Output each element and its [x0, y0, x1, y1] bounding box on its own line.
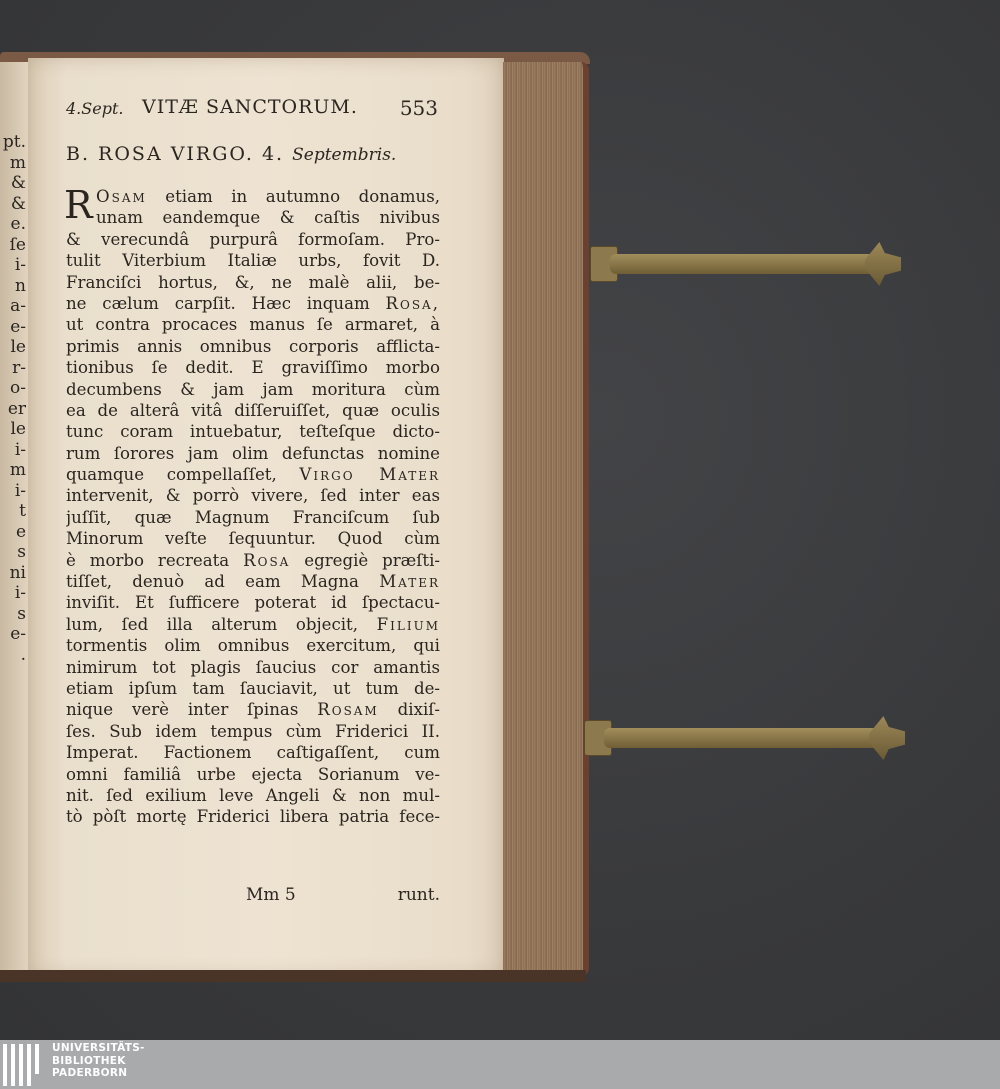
left-page-fragment: le	[10, 337, 26, 357]
left-page-fragment	[0, 706, 26, 727]
text-line	[66, 357, 440, 378]
page-number: 553	[399, 96, 438, 120]
text-segment: tò pòſt mortę Friderici libera patria fece-	[66, 807, 440, 827]
left-page-fragment: t	[19, 501, 26, 521]
text-line	[66, 336, 440, 357]
chapter-title	[66, 143, 442, 165]
lower-clasp-icon	[584, 714, 914, 754]
left-page-fragment	[0, 686, 26, 707]
text-segment: Imperat. Factionem caſtigaſſent, cum	[66, 743, 440, 763]
text-segment: tormentis olim omnibus exercitum, qui	[66, 636, 440, 656]
text-line	[66, 443, 440, 464]
text-segment: nimirum tot plagis ſaucius cor amantis	[66, 657, 440, 677]
left-page-fragment: e.	[10, 214, 26, 234]
text-line	[66, 272, 440, 293]
left-page-fragment: er	[7, 398, 26, 419]
text-line	[66, 207, 440, 228]
text-line	[66, 806, 440, 827]
text-line	[66, 678, 440, 699]
left-page-fragment	[0, 665, 26, 686]
text-segment: tunc coram intuebatur, teſteſque dicto-	[66, 422, 440, 442]
text-segment: primis annis omnibus corporis afflicta-	[66, 336, 440, 356]
left-page-fragment: m	[9, 152, 26, 173]
text-segment: lum, ſed illa alterum objecit,	[66, 614, 359, 634]
text-segment: etiam ipſum tam ſauciavit, ut tum de-	[66, 678, 440, 698]
text-line	[66, 528, 440, 549]
text-line	[66, 250, 440, 271]
text-segment: Franciſci hortus, &, ne malè alii, be-	[66, 272, 440, 292]
text-line	[66, 186, 440, 207]
left-page-fragment: pt.	[2, 132, 26, 152]
left-page-fragment: i-	[14, 480, 26, 501]
text-segment: intervenit, & porrò vivere, ſed inter eas	[66, 486, 440, 506]
text-line	[66, 699, 440, 720]
catchword: runt.	[397, 885, 440, 905]
left-page-fragment: s	[17, 603, 26, 624]
library-footer	[0, 1040, 1000, 1089]
left-page-fragment: le	[10, 419, 26, 439]
text-segment: ea de alterâ vitâ diſſeruiſſet, quæ oculis	[66, 400, 440, 420]
text-line	[66, 485, 440, 506]
text-segment: nique verè inter ſpinas	[66, 700, 299, 720]
text-line	[66, 421, 440, 442]
left-page-fragment: &	[10, 193, 26, 214]
text-line	[66, 571, 440, 592]
body-text	[64, 183, 440, 828]
text-segment: Minorum veſte ſequuntur. Quod cùm	[66, 529, 440, 549]
small-caps-word: Virgo Mater	[299, 465, 440, 485]
text-line	[66, 400, 440, 421]
text-line	[66, 721, 440, 742]
text-line	[66, 314, 440, 335]
text-line	[66, 507, 440, 528]
text-line	[66, 293, 440, 314]
left-page-fragment: ſe	[9, 234, 26, 255]
left-page-fragment: i-	[14, 583, 26, 603]
text-segment: rum ſorores jam olim defunctas nomine	[66, 443, 440, 463]
text-line	[66, 742, 440, 763]
signature-mark: Mm 5	[246, 885, 296, 905]
small-caps-word: Rosam	[317, 700, 379, 720]
text-segment: ſes. Sub idem tempus cùm Friderici II.	[66, 721, 440, 741]
text-segment: tiſſet, denuò ad eam Magna	[66, 572, 359, 592]
left-page-edge	[0, 62, 29, 972]
small-caps-word: Filium	[376, 614, 440, 634]
left-page-fragment: e	[15, 521, 26, 542]
text-line	[66, 379, 440, 400]
text-line	[66, 785, 440, 806]
text-segment: inviſit. Et ſufficere poterat id ſpectacu-	[66, 593, 440, 613]
text-line	[66, 764, 440, 785]
text-line	[66, 635, 440, 656]
left-page-fragment: r-	[12, 357, 26, 378]
library-logo-icon	[3, 1044, 47, 1086]
text-segment: ut contra procaces manus ſe armaret, à	[66, 315, 440, 335]
text-segment: ne cælum carpſit. Hæc inquam	[66, 293, 370, 313]
small-caps-word: Mater	[379, 572, 440, 592]
text-line	[66, 550, 440, 571]
library-name: UNIVERSITÄTS- BIBLIOTHEK PADERBORN	[52, 1042, 145, 1079]
left-page-fragment	[0, 747, 26, 768]
drop-initial: R	[64, 183, 93, 227]
left-page-fragment: a-	[10, 296, 26, 316]
left-page-fragment	[0, 727, 26, 748]
page-block-edges	[503, 62, 589, 976]
text-segment: & verecundâ purpurâ formoſam. Pro-	[66, 229, 440, 249]
small-caps-word: Osam	[96, 187, 147, 206]
text-segment: quamque compellaſſet,	[66, 465, 277, 485]
left-page-fragment: n	[15, 275, 26, 296]
text-segment: nit. ſed exilium leve Angeli & non mul-	[66, 785, 440, 805]
running-head-title: VITÆ SANCTORUM.	[142, 96, 358, 118]
left-page-fragment: e-	[10, 624, 26, 644]
left-page-fragment: i-	[14, 255, 26, 275]
text-segment: etiam in autumno donamus,	[165, 187, 440, 206]
text-segment: omni familiâ urbe ejecta Sorianum ve-	[66, 764, 440, 784]
running-head-date: 4.Sept.	[66, 99, 124, 118]
left-page-fragment: m	[9, 460, 26, 480]
text-segment: è morbo recreata	[66, 550, 230, 570]
chapter-title-date: Septembris.	[292, 145, 397, 165]
small-caps-word: Rosa,	[385, 293, 440, 313]
text-line	[66, 464, 440, 485]
text-line	[66, 229, 440, 250]
text-line	[66, 614, 440, 635]
left-page-fragments	[0, 132, 26, 768]
left-page-fragment: .	[20, 644, 26, 665]
left-page-fragment: s	[17, 542, 26, 562]
book-cover-bottom	[0, 970, 586, 982]
left-page-fragment: ni	[9, 562, 26, 583]
text-segment: tulit Viterbium Italiæ urbs, fovit D.	[66, 251, 440, 271]
left-page-fragment: i-	[14, 439, 26, 460]
left-page-fragment: o-	[10, 378, 26, 398]
text-segment: unam eandemque & caſtis nivibus	[96, 208, 440, 228]
left-page-fragment: &	[10, 173, 26, 193]
text-segment: egregiè præſti-	[304, 550, 440, 570]
text-segment: juſſit, quæ Magnum Franciſcum ſub	[66, 507, 440, 527]
left-page-fragment: e-	[10, 316, 26, 337]
text-line	[66, 592, 440, 613]
upper-clasp-icon	[590, 240, 910, 280]
text-segment: decumbens & jam jam moritura cùm	[66, 379, 440, 399]
small-caps-word: Rosa	[243, 550, 291, 570]
text-line	[66, 657, 440, 678]
chapter-title-main: B. ROSA VIRGO. 4.	[66, 143, 285, 165]
text-segment: dixiſ-	[397, 700, 440, 720]
text-segment: tionibus ſe dedit. E graviſſimo morbo	[66, 358, 440, 378]
